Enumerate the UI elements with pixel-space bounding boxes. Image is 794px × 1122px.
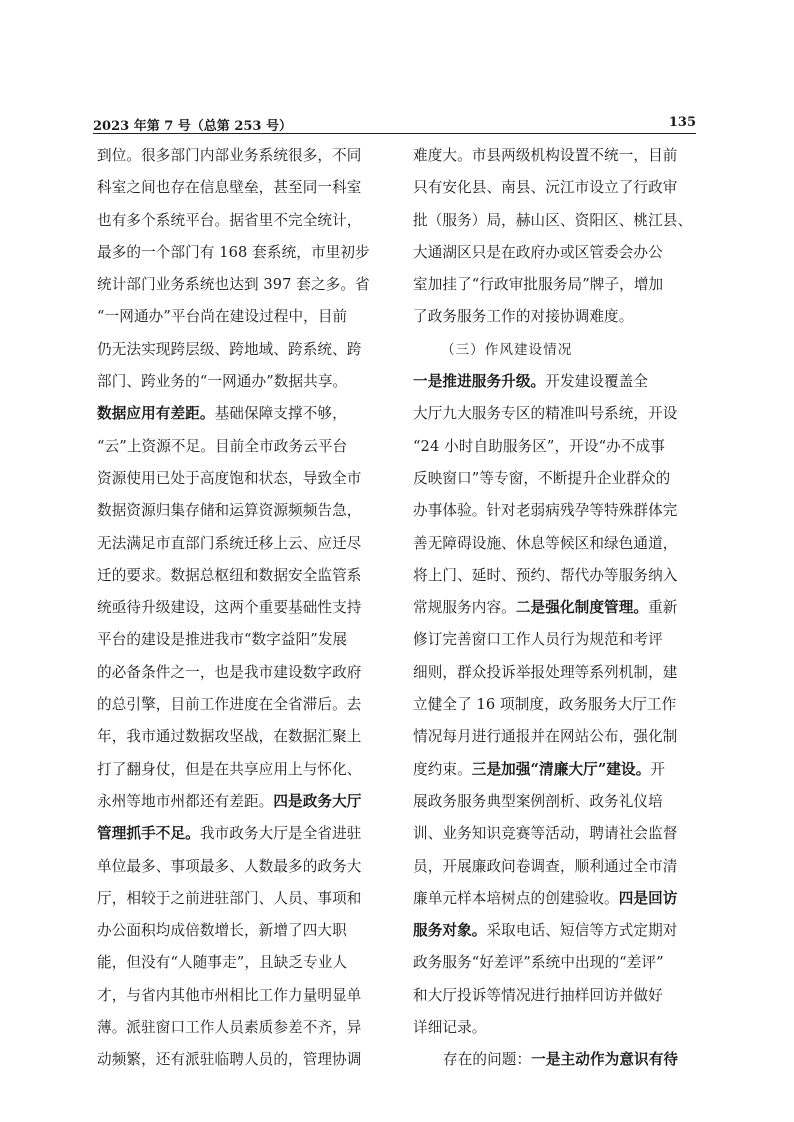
text-run: 我市政务大厅是全省进驻 — [199, 825, 362, 843]
text-line — [97, 398, 387, 430]
issue-label: 2023 年第 7 号（总第 253 号） — [93, 119, 292, 134]
text-line — [413, 915, 703, 947]
page-number: 135 — [668, 115, 696, 130]
text-run: 最多的一个部门有 168 套系统，市里初步 — [97, 243, 370, 261]
text-line — [413, 463, 703, 495]
text-line — [413, 172, 703, 204]
text-run: 单位最多、事项最多、人数最多的政务大 — [97, 857, 362, 875]
text-line — [413, 366, 703, 398]
text-run: 只有安化县、南县、沅江市设立了行政审 — [413, 179, 678, 197]
text-run: 立健全了 16 项制度，政务服务大厅工作 — [413, 696, 677, 714]
text-run: 科室之间也存在信息壁垒，甚至同一科室 — [97, 179, 362, 197]
text-line — [97, 592, 387, 624]
bold-run: 四是政务大厅 — [273, 792, 362, 810]
text-line — [413, 754, 703, 786]
text-run: 迁的要求。数据总枢纽和数据安全监管系 — [97, 566, 362, 584]
bold-run: 数据应用有差距。 — [97, 405, 215, 423]
text-run: 的总引擎，目前工作进度在全省滞后。去 — [97, 696, 362, 714]
text-run: 善无障碍设施、休息等候区和绿色通道， — [413, 534, 678, 552]
text-run: 厅，相较于之前进驻部门、人员、事项和 — [97, 889, 362, 907]
text-run: “云”上资源不足。目前全市政务云平台 — [97, 437, 348, 455]
text-line — [413, 947, 703, 979]
text-run: 部门、跨业务的“一网通办”数据共享。 — [97, 373, 348, 391]
text-run: 重新 — [648, 599, 678, 617]
text-line — [413, 624, 703, 656]
text-run: 基础保障支撑不够， — [214, 405, 347, 423]
text-line — [413, 431, 703, 463]
text-run: 永州等地市州都还有差距。 — [97, 792, 274, 810]
text-line — [97, 883, 387, 915]
text-run: 薄。派驻窗口工作人员素质参差不齐，异 — [97, 1019, 362, 1037]
text-line — [97, 366, 387, 398]
text-run: 批（服务）局，赫山区、资阳区、桃江县、 — [413, 211, 693, 229]
text-run: 仍无法实现跨层级、跨地域、跨系统、跨 — [97, 340, 362, 358]
text-run: （三）作风建设情况 — [441, 341, 573, 358]
text-run: 细则，群众投诉举报处理等系列机制，建 — [413, 663, 678, 681]
text-line — [97, 915, 387, 947]
bold-run: 一是主动作为意识有待 — [531, 1051, 679, 1069]
text-line — [97, 140, 387, 172]
text-line — [97, 172, 387, 204]
text-line — [413, 398, 703, 430]
text-line — [97, 495, 387, 527]
text-line — [97, 1044, 387, 1076]
text-run: 存在的问题： — [443, 1051, 532, 1069]
text-line — [413, 818, 703, 850]
text-line — [97, 754, 387, 786]
text-run: 和大厅投诉等情况进行抽样回访并做好 — [413, 986, 663, 1004]
bold-run: 四是回访 — [618, 889, 678, 907]
text-line — [97, 657, 387, 689]
text-run: 动频繁，还有派驻临聘人员的，管理协调 — [97, 1051, 362, 1069]
text-line — [413, 140, 703, 172]
text-run: 展政务服务典型案例剖析、政务礼仪培 — [413, 792, 663, 810]
bold-run: 管理抓手不足。 — [97, 825, 200, 843]
text-line — [413, 205, 703, 237]
text-line — [97, 786, 387, 818]
text-run: “一网通办”平台尚在建设过程中，目前 — [97, 308, 348, 326]
text-run: 的必备条件之一，也是我市建设数字政府 — [97, 663, 362, 681]
text-run: 开发建设覆盖全 — [545, 373, 649, 391]
text-run: 统亟待升级建设，这两个重要基础性支持 — [97, 599, 362, 617]
text-line — [413, 721, 703, 753]
text-run: 度约束。 — [413, 760, 472, 778]
text-run: 统计部门业务系统也达到 397 套之多。省 — [97, 276, 370, 294]
text-run: 无法满足市直部门系统迁移上云、应迁尽 — [97, 534, 362, 552]
text-run: 办公面积均成倍数增长，新增了四大职 — [97, 922, 347, 940]
text-line — [413, 1012, 703, 1044]
text-run: 到位。很多部门内部业务系统很多，不同 — [97, 147, 362, 164]
text-line — [97, 528, 387, 560]
bold-run: 一是推进服务升级。 — [413, 373, 546, 391]
text-run: 也有多个系统平台。据省里不完全统计， — [97, 211, 362, 229]
left-column — [97, 140, 387, 1077]
text-line — [97, 624, 387, 656]
text-line — [97, 237, 387, 269]
text-line — [97, 818, 387, 850]
text-line — [97, 1012, 387, 1044]
right-column — [413, 140, 703, 1077]
text-run: 办事体验。针对老弱病残孕等特殊群体完 — [413, 502, 678, 520]
text-line — [413, 301, 703, 333]
text-line — [413, 657, 703, 689]
text-line — [413, 689, 703, 721]
text-line — [97, 334, 387, 366]
text-run: 能，但没有“人随事走”，且缺乏专业人 — [97, 954, 348, 972]
text-line — [413, 528, 703, 560]
text-line — [413, 560, 703, 592]
text-line — [97, 431, 387, 463]
text-run: 常规服务内容。 — [413, 599, 516, 617]
text-line — [413, 883, 703, 915]
text-line — [97, 463, 387, 495]
text-run: 难度大。市县两级机构设置不统一，目前 — [413, 147, 678, 164]
text-line — [413, 269, 703, 301]
text-line — [97, 689, 387, 721]
text-line — [413, 1044, 703, 1076]
text-run: 训、业务知识竞赛等活动，聘请社会监督 — [413, 825, 678, 843]
text-run: 数据资源归集存储和运算资源频频告急， — [97, 502, 362, 520]
text-run: 室加挂了“行政审批服务局”牌子，增加 — [413, 276, 664, 294]
text-line — [413, 592, 703, 624]
text-run: 资源使用已处于高度饱和状态，导致全市 — [97, 469, 362, 487]
bold-run: 服务对象。 — [413, 922, 487, 940]
text-line — [413, 851, 703, 883]
text-run: 政务服务“好差评”系统中出现的“差评” — [413, 954, 664, 972]
text-line — [97, 301, 387, 333]
text-line — [97, 205, 387, 237]
text-line — [97, 560, 387, 592]
bold-run: 三是加强“清廉大厅”建设。 — [471, 760, 651, 778]
text-run: “24 小时自助服务区”，开设“办不成事 — [413, 437, 665, 455]
text-run: 反映窗口”等专窗，不断提升企业群众的 — [413, 469, 671, 487]
header-rule — [93, 133, 696, 134]
text-run: 详细记录。 — [413, 1019, 487, 1037]
text-run: 才，与省内其他市州相比工作力量明显单 — [97, 986, 362, 1004]
text-line — [413, 334, 703, 366]
text-run: 采取电话、短信等方式定期对 — [486, 922, 678, 940]
text-line — [97, 947, 387, 979]
text-run: 了政务服务工作的对接协调难度。 — [413, 308, 634, 326]
text-line — [413, 980, 703, 1012]
text-run: 情况每月进行通报并在网站公布，强化制 — [413, 728, 678, 746]
text-line — [97, 980, 387, 1012]
text-run: 廉单元样本培树点的创建验收。 — [413, 889, 619, 907]
text-line — [413, 786, 703, 818]
text-line — [97, 721, 387, 753]
bold-run: 二是强化制度管理。 — [515, 599, 649, 617]
text-line — [97, 269, 387, 301]
text-run: 打了翻身仗，但是在共享应用上与怀化、 — [97, 760, 362, 778]
text-line — [413, 495, 703, 527]
text-run: 将上门、延时、预约、帮代办等服务纳入 — [413, 566, 678, 584]
text-run: 修订完善窗口工作人员行为规范和考评 — [413, 631, 663, 649]
text-run: 年，我市通过数据攻坚战，在数据汇聚上 — [97, 728, 362, 746]
text-line — [413, 237, 703, 269]
text-run: 大通湖区只是在政府办或区管委会办公 — [413, 243, 663, 261]
text-run: 员，开展廉政问卷调查，顺利通过全市清 — [413, 857, 678, 875]
text-line — [97, 851, 387, 883]
text-run: 平台的建设是推进我市“数字益阳”发展 — [97, 631, 348, 649]
text-run: 大厅九大服务专区的精准叫号系统，开设 — [413, 405, 678, 423]
text-run: 开 — [650, 760, 666, 778]
